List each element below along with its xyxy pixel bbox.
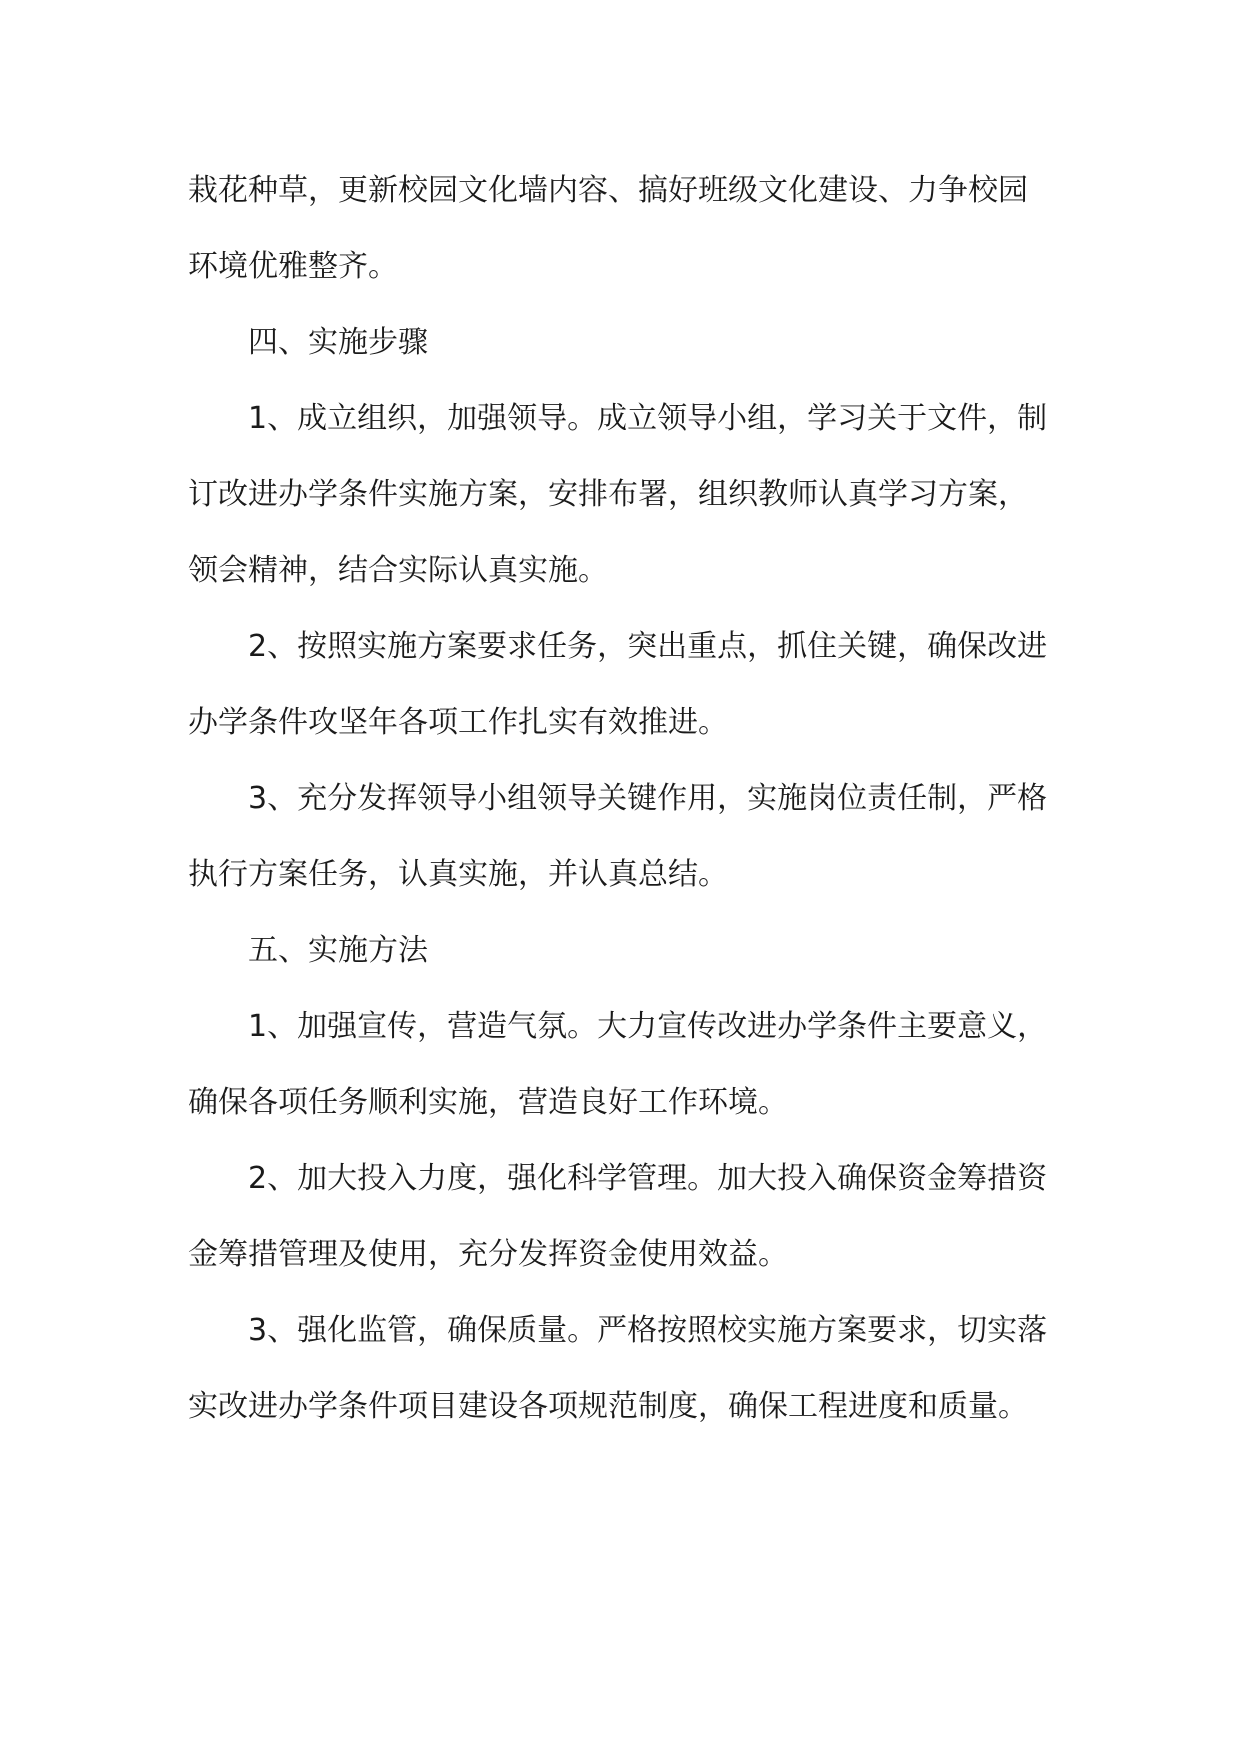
body-text-line: 办学条件攻坚年各项工作扎实有效推进。 <box>188 705 728 740</box>
body-text-line: 1、加强宣传，营造气氛。大力宣传改进办学条件主要意义， <box>248 1009 1048 1044</box>
body-text-line: 2、按照实施方案要求任务，突出重点，抓住关键，确保改进 <box>248 629 1048 664</box>
body-text-line: 环境优雅整齐。 <box>188 249 398 284</box>
body-text-line: 3、充分发挥领导小组领导关键作用，实施岗位责任制，严格 <box>248 781 1048 816</box>
section-heading: 四、实施步骤 <box>248 325 428 360</box>
body-text-line: 领会精神，结合实际认真实施。 <box>188 553 608 588</box>
body-text-line: 1、成立组织，加强领导。成立领导小组，学习关于文件，制 <box>248 401 1048 436</box>
body-text-line: 3、强化监管，确保质量。严格按照校实施方案要求，切实落 <box>248 1313 1048 1348</box>
body-text-line: 栽花种草，更新校园文化墙内容、搞好班级文化建设、力争校园 <box>188 173 1028 208</box>
section-heading: 五、实施方法 <box>248 933 428 968</box>
body-text-line: 确保各项任务顺利实施，营造良好工作环境。 <box>188 1085 788 1120</box>
body-text-line: 金筹措管理及使用，充分发挥资金使用效益。 <box>188 1237 788 1272</box>
body-text-line: 执行方案任务，认真实施，并认真总结。 <box>188 857 728 892</box>
body-text-line: 2、加大投入力度，强化科学管理。加大投入确保资金筹措资 <box>248 1161 1048 1196</box>
body-text-line: 实改进办学条件项目建设各项规范制度，确保工程进度和质量。 <box>188 1389 1028 1424</box>
body-text-line: 订改进办学条件实施方案，安排布署，组织教师认真学习方案， <box>188 477 1028 512</box>
